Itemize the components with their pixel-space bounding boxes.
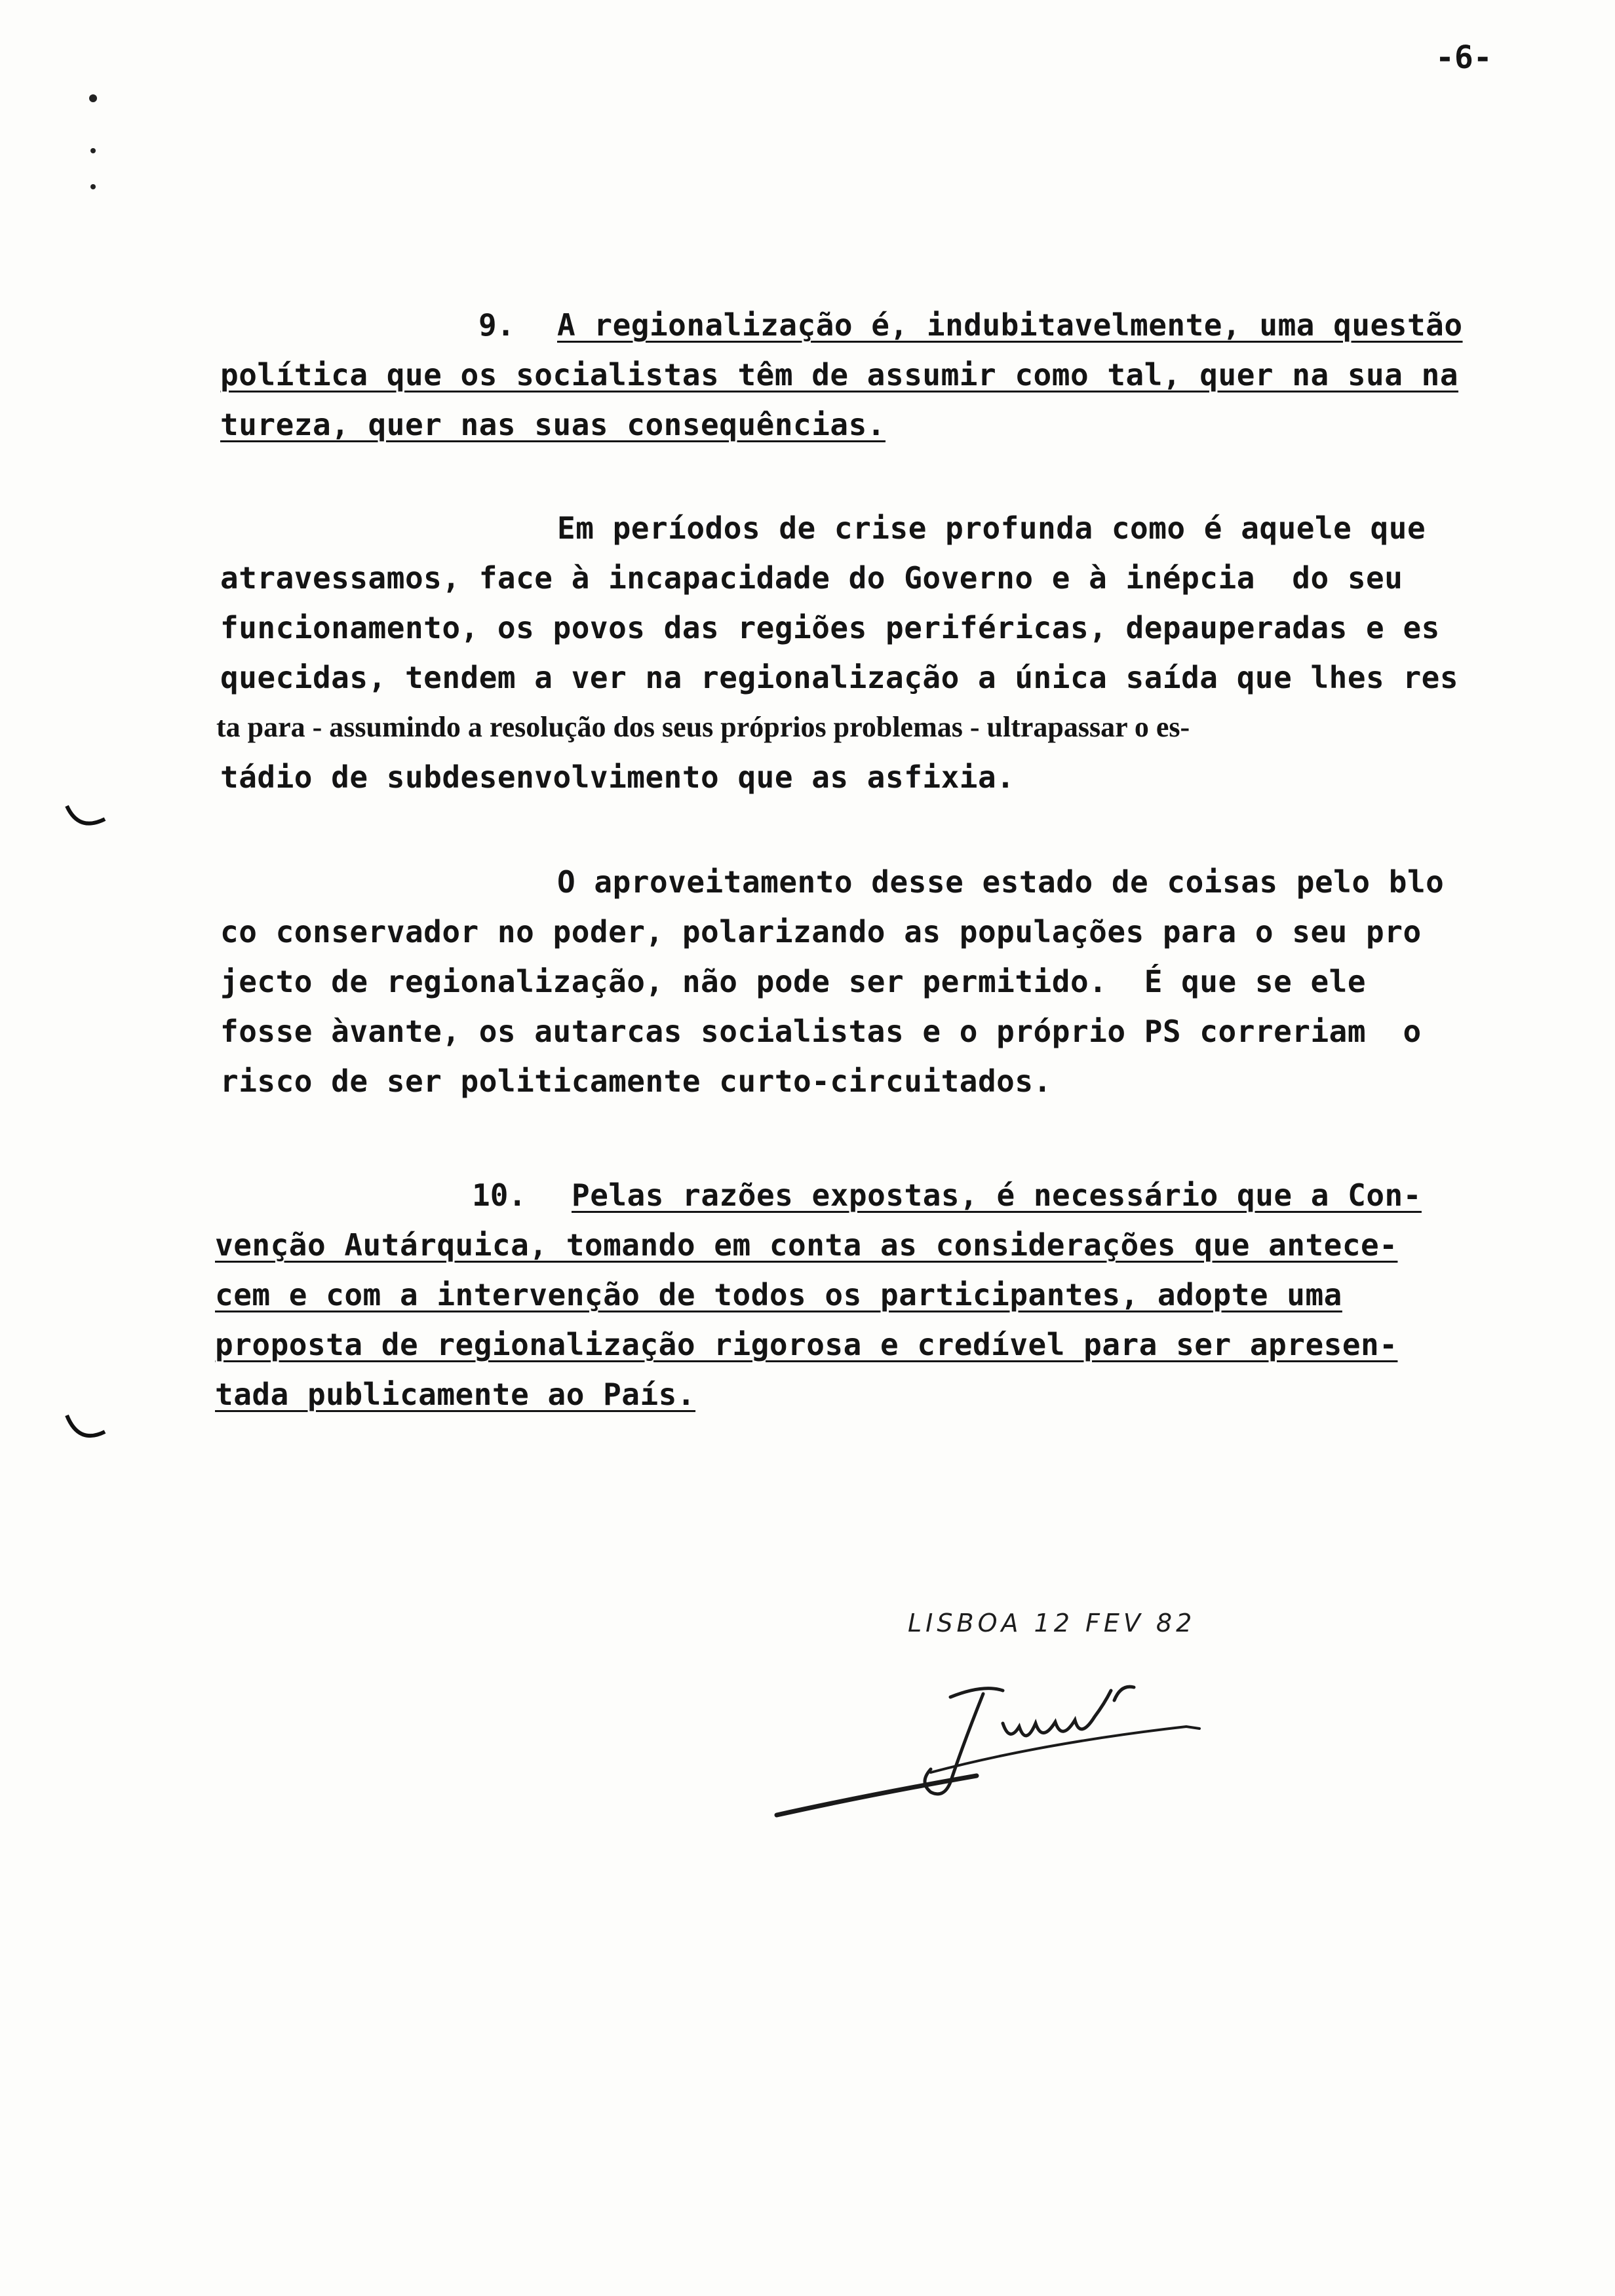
section-number: 9. — [478, 307, 515, 343]
page-number: -6- — [1435, 39, 1492, 76]
punch-dot — [90, 148, 96, 153]
text-line: venção Autárquica, tomando em conta as considerações que antece- — [215, 1227, 1398, 1263]
text-line: ta para - assumindo a resolução dos seus próprios problemas - ultrapassar o es- — [216, 711, 1190, 743]
text-line: tada publicamente ao País. — [215, 1377, 696, 1412]
text-line: tádio de subdesenvolvimento que as asfixia. — [220, 759, 1015, 795]
signature — [767, 1664, 1278, 1874]
binding-curve — [67, 1415, 105, 1436]
text-line: atravessamos, face à incapacidade do Governo e à inépcia do seu — [220, 560, 1403, 596]
binding-curve — [67, 806, 105, 824]
text-line: quecidas, tendem a ver na regionalização a única saída que lhes res — [220, 660, 1459, 695]
margin-marks — [52, 66, 184, 1573]
handwritten-dateline: LISBOA 12 FEV 82 — [908, 1609, 1196, 1637]
text-line: Pelas razões expostas, é necessário que a Con- — [572, 1177, 1422, 1213]
punch-dot — [89, 94, 97, 102]
punch-dot — [90, 184, 96, 189]
text-line: A regionalização é, indubitavelmente, uma questão — [557, 307, 1463, 343]
text-line: política que os socialistas têm de assumir como tal, quer na sua na — [220, 357, 1459, 392]
text-line: proposta de regionalização rigorosa e credível para ser apresen- — [215, 1327, 1398, 1362]
text-line: fosse àvante, os autarcas socialistas e o próprio PS correriam o — [220, 1014, 1422, 1049]
text-line: cem e com a intervenção de todos os participantes, adopte uma — [215, 1277, 1342, 1312]
text-line: funcionamento, os povos das regiões periféricas, depauperadas e es — [220, 610, 1440, 645]
text-line: jecto de regionalização, não pode ser permitido. É que se ele — [220, 964, 1367, 999]
text-line: O aproveitamento desse estado de coisas pelo blo — [557, 864, 1445, 900]
text-line: risco de ser politicamente curto-circuitados. — [220, 1063, 1052, 1099]
text-line: co conservador no poder, polarizando as populações para o seu pro — [220, 914, 1422, 949]
section-number: 10. — [472, 1177, 527, 1213]
text-line: Em períodos de crise profunda como é aquele que — [557, 510, 1426, 546]
text-line: tureza, quer nas suas consequências. — [220, 407, 885, 442]
